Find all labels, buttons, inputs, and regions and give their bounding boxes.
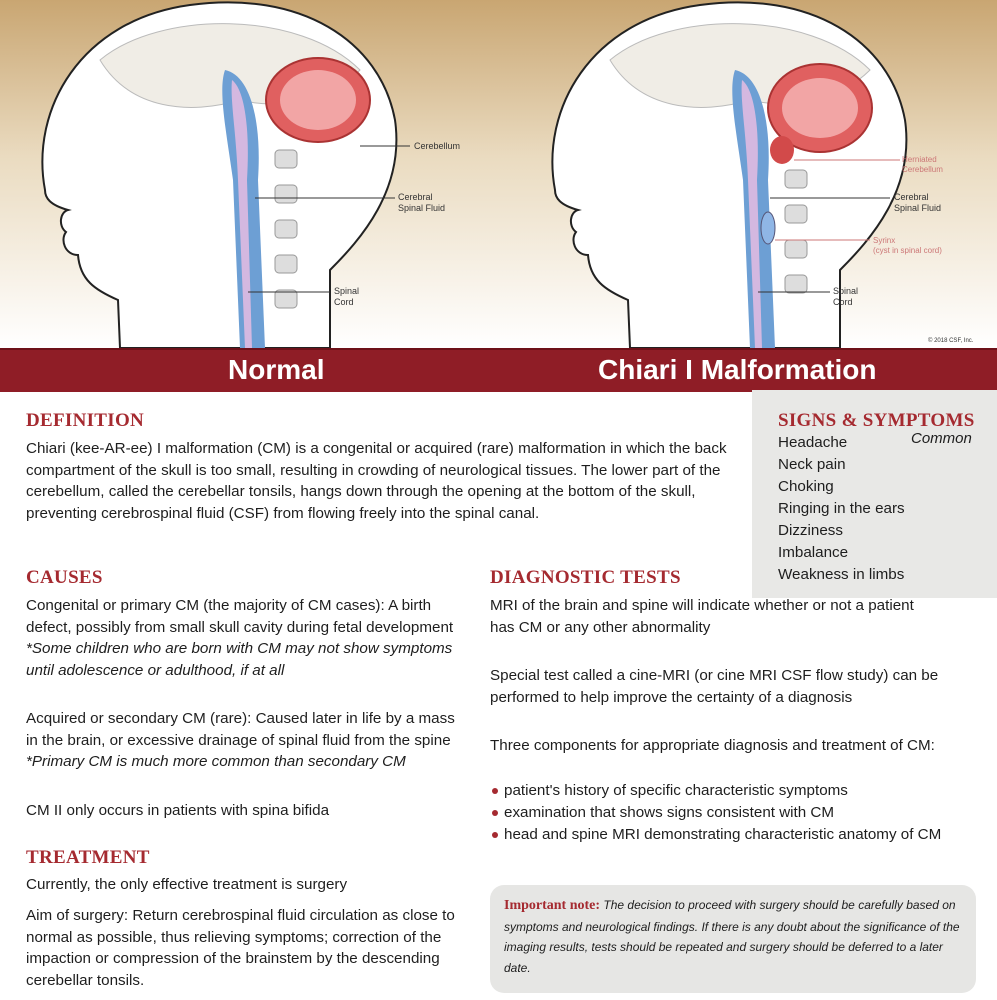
signs-list [778,432,905,586]
diagnostic-bullet-item: examination that shows signs consistent with CM [490,802,970,824]
causes-p1-note: *Some children who are born with CM may not show symptoms until adolescence or adulthood, if at all [26,640,453,679]
herniated-tonsil [770,136,794,164]
definition-body: Chiari (kee-AR-ee) I malformation (CM) is a congenital or acquired (rare) malformation in which the back compartment of the skull is too small, resulting in crowding of neurological tissues. The lower part of the cerebellum, called the cerebellar tonsils, hangs down through the opening at the bottom of the skull, preventing cerebrospinal fluid (CSF) from flowing freely into the spinal canal. [26,440,727,522]
syrinx-cyst [761,212,775,244]
causes-heading: CAUSES [26,567,103,588]
causes-p2-note: *Primary CM is much more common than secondary CM [26,753,406,770]
diagnostic-bullets [490,780,970,846]
label-cord-line2: Cord [334,297,354,307]
anatomy-illustration [0,0,997,348]
signs-heading: SIGNS & SYMPTOMS [778,410,975,431]
treatment-heading: TREATMENT [26,847,150,868]
causes-p1-text: Congenital or primary CM (the majority of CM cases): A birth defect, possibly from small skull cavity during fetal development [26,597,454,636]
chiari-title: Chiari I Malformation [598,354,877,385]
important-note-text [504,895,964,978]
causes-paragraph-2 [26,708,466,773]
diagnostic-paragraph-2: Special test called a cine-MRI (or cine MRI CSF flow study) can be performed to help improve the certainty of a diagnosis [490,667,939,706]
causes-p2-text: Acquired or secondary CM (rare): Caused later in life by a mass in the brain, or excessive drainage of spinal fluid from the spine [26,710,455,749]
important-note-body: The decision to proceed with surgery should be carefully based on symptoms and neurological findings. If there is any doubt about the significance of the imaging results, tests should be repeated and surgery should be deferred to a later date. [504,898,960,975]
signs-item: Weakness in limbs [778,566,905,583]
diagnostic-heading: DIAGNOSTIC TESTS [490,567,681,588]
signs-item: Neck pain [778,456,846,473]
diagnostic-paragraph-1: MRI of the brain and spine will indicate whether or not a patient has CM or any other abnormality [490,597,914,636]
copyright-text: © 2018 CSF, Inc. [928,338,974,344]
label-chiari-cord-line1: Spinal [833,286,859,296]
label-csf-line1: Cerebral [398,192,433,202]
treatment-paragraph-1: Currently, the only effective treatment is surgery [26,876,348,893]
label-syrinx-line1: Syrinx [873,236,896,245]
label-syrinx-line2: (cyst in spinal cord) [873,246,942,255]
label-cord-line1: Spinal [334,286,360,296]
signs-subheading: Common [911,430,972,447]
diagnostic-bullet-item: head and spine MRI demonstrating characteristic anatomy of CM [490,824,970,846]
label-csf-line2: Spinal Fluid [398,203,446,213]
signs-item: Choking [778,478,834,495]
normal-title: Normal [228,354,325,385]
important-note-box [490,885,976,993]
definition-heading: DEFINITION [26,410,145,431]
label-herniated-line2: Cerebellum [902,165,943,174]
causes-paragraph-1 [26,595,466,681]
important-note-label: Important note: [504,898,601,913]
signs-item: Dizziness [778,522,843,539]
label-chiari-cord-line2: Cord [833,297,853,307]
diagnostic-paragraph-3: Three components for appropriate diagnosis and treatment of CM: [490,737,935,754]
signs-item: Ringing in the ears [778,500,905,517]
title-banner [0,348,997,392]
label-cerebellum: Cerebellum [414,141,461,151]
diagnostic-bullet-item: patient's history of specific characteristic symptoms [490,780,970,802]
signs-item: Imbalance [778,544,849,561]
label-chiari-csf-line2: Spinal Fluid [894,203,942,213]
treatment-paragraph-2: Aim of surgery: Return cerebrospinal fluid circulation as close to normal as possible, thus relieving symptoms; correction of the impaction or compression of the brainstem by the descending cerebellar tonsils. [26,907,455,989]
label-chiari-csf-line1: Cerebral [894,192,929,202]
causes-paragraph-3: CM II only occurs in patients with spina bifida [26,802,330,819]
label-herniated-line1: Herniated [902,155,937,164]
signs-item: Headache [778,434,848,451]
